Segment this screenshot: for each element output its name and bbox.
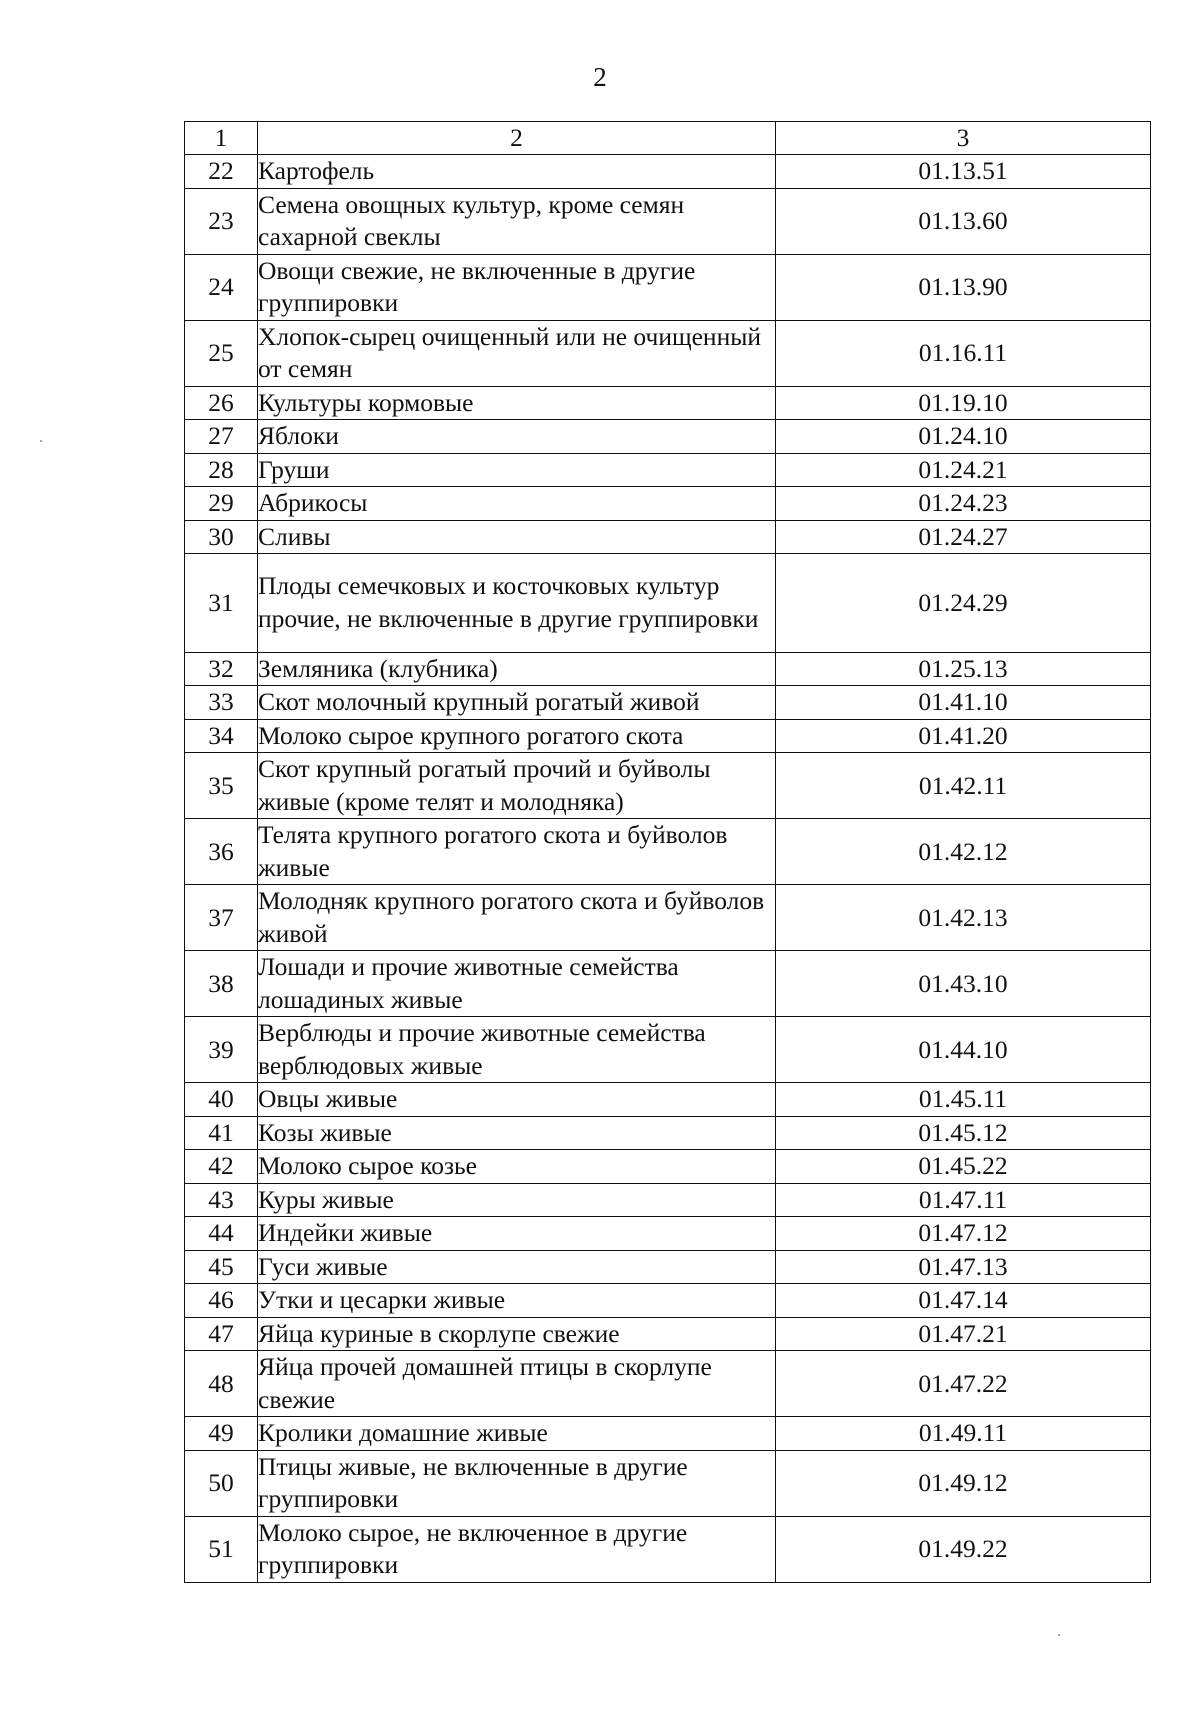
- product-name-cell: Верблюды и прочие животные семейства верблюдовых живые: [258, 1017, 776, 1083]
- table-row: [185, 1284, 1151, 1318]
- header-col-name: 2: [258, 122, 776, 155]
- product-name-cell: Куры живые: [258, 1183, 776, 1217]
- table-row: [185, 719, 1151, 753]
- okpd-code-cell: 01.19.10: [776, 386, 1151, 420]
- table-row: [185, 1017, 1151, 1083]
- table-row: [185, 1351, 1151, 1417]
- table-row: [185, 951, 1151, 1017]
- okpd-code-cell: 01.45.12: [776, 1116, 1151, 1150]
- okpd-code-cell: 01.16.11: [776, 320, 1151, 386]
- product-name-cell: Кролики домашние живые: [258, 1417, 776, 1451]
- okpd-code-cell: 01.47.22: [776, 1351, 1151, 1417]
- okpd-code-cell: 01.42.11: [776, 753, 1151, 819]
- table-row: [185, 188, 1151, 254]
- table-row: [185, 1250, 1151, 1284]
- table-row: [185, 1450, 1151, 1516]
- product-name-cell: Телята крупного рогатого скота и буйволов живые: [258, 819, 776, 885]
- product-name-cell: Хлопок-сырец очищенный или не очищенный от семян: [258, 320, 776, 386]
- row-number-cell: 38: [185, 951, 258, 1017]
- product-name-cell: Плоды семечковых и косточковых культур прочие, не включенные в другие группировки: [258, 554, 776, 653]
- product-name-cell: Яблоки: [258, 420, 776, 454]
- row-number-cell: 26: [185, 386, 258, 420]
- product-name-cell: Яйца прочей домашней птицы в скорлупе свежие: [258, 1351, 776, 1417]
- table-row: [185, 885, 1151, 951]
- table-row: [185, 320, 1151, 386]
- row-number-cell: 27: [185, 420, 258, 454]
- row-number-cell: 49: [185, 1417, 258, 1451]
- row-number-cell: 45: [185, 1250, 258, 1284]
- table-row: [185, 420, 1151, 454]
- okpd-code-cell: 01.24.27: [776, 520, 1151, 554]
- table-body: [185, 155, 1151, 1583]
- row-number-cell: 28: [185, 453, 258, 487]
- header-col-number: 1: [185, 122, 258, 155]
- table-row: [185, 453, 1151, 487]
- table-row: [185, 1217, 1151, 1251]
- table-row: [185, 554, 1151, 653]
- row-number-cell: 48: [185, 1351, 258, 1417]
- row-number-cell: 51: [185, 1516, 258, 1582]
- okpd-code-cell: 01.13.51: [776, 155, 1151, 189]
- okpd-code-cell: 01.24.10: [776, 420, 1151, 454]
- product-name-cell: Молоко сырое козье: [258, 1150, 776, 1184]
- table-row: [185, 386, 1151, 420]
- okpd-code-cell: 01.45.22: [776, 1150, 1151, 1184]
- product-name-cell: Земляника (клубника): [258, 652, 776, 686]
- product-name-cell: Груши: [258, 453, 776, 487]
- product-name-cell: Семена овощных культур, кроме семян сахарной свеклы: [258, 188, 776, 254]
- table-row: [185, 1116, 1151, 1150]
- row-number-cell: 25: [185, 320, 258, 386]
- row-number-cell: 40: [185, 1083, 258, 1117]
- product-name-cell: Лошади и прочие животные семейства лошадиных живые: [258, 951, 776, 1017]
- product-name-cell: Молоко сырое, не включенное в другие группировки: [258, 1516, 776, 1582]
- product-name-cell: Птицы живые, не включенные в другие группировки: [258, 1450, 776, 1516]
- table-row: [185, 753, 1151, 819]
- okpd-code-cell: 01.47.12: [776, 1217, 1151, 1251]
- product-name-cell: Козы живые: [258, 1116, 776, 1150]
- okpd-code-cell: 01.24.21: [776, 453, 1151, 487]
- product-name-cell: Скот крупный рогатый прочий и буйволы живые (кроме телят и молодняка): [258, 753, 776, 819]
- row-number-cell: 46: [185, 1284, 258, 1318]
- okpd-code-cell: 01.47.21: [776, 1317, 1151, 1351]
- table-row: [185, 819, 1151, 885]
- okpd-code-cell: 01.45.11: [776, 1083, 1151, 1117]
- product-name-cell: Картофель: [258, 155, 776, 189]
- okpd-code-cell: 01.25.13: [776, 652, 1151, 686]
- product-name-cell: Сливы: [258, 520, 776, 554]
- product-name-cell: Овцы живые: [258, 1083, 776, 1117]
- product-name-cell: Абрикосы: [258, 487, 776, 521]
- row-number-cell: 50: [185, 1450, 258, 1516]
- table-row: [185, 1317, 1151, 1351]
- row-number-cell: 44: [185, 1217, 258, 1251]
- product-name-cell: Утки и цесарки живые: [258, 1284, 776, 1318]
- okpd-code-cell: 01.44.10: [776, 1017, 1151, 1083]
- table-row: [185, 520, 1151, 554]
- okpd-code-cell: 01.13.60: [776, 188, 1151, 254]
- product-name-cell: Молодняк крупного рогатого скота и буйволов живой: [258, 885, 776, 951]
- classification-table: [184, 121, 1151, 1583]
- table-row: [185, 1516, 1151, 1582]
- okpd-code-cell: 01.47.11: [776, 1183, 1151, 1217]
- row-number-cell: 43: [185, 1183, 258, 1217]
- okpd-code-cell: 01.24.23: [776, 487, 1151, 521]
- okpd-code-cell: 01.42.13: [776, 885, 1151, 951]
- okpd-code-cell: 01.24.29: [776, 554, 1151, 653]
- row-number-cell: 35: [185, 753, 258, 819]
- table-row: [185, 1417, 1151, 1451]
- okpd-code-cell: 01.41.10: [776, 686, 1151, 720]
- scan-speck: [1058, 1634, 1060, 1636]
- okpd-code-cell: 01.47.13: [776, 1250, 1151, 1284]
- row-number-cell: 32: [185, 652, 258, 686]
- table-row: [185, 652, 1151, 686]
- table-row: [185, 1183, 1151, 1217]
- page-number: 2: [593, 62, 607, 92]
- row-number-cell: 23: [185, 188, 258, 254]
- table-header-row: [185, 122, 1151, 155]
- row-number-cell: 41: [185, 1116, 258, 1150]
- header-col-code: 3: [776, 122, 1151, 155]
- okpd-code-cell: 01.49.22: [776, 1516, 1151, 1582]
- okpd-code-cell: 01.13.90: [776, 254, 1151, 320]
- product-name-cell: Овощи свежие, не включенные в другие группировки: [258, 254, 776, 320]
- product-name-cell: Молоко сырое крупного рогатого скота: [258, 719, 776, 753]
- row-number-cell: 36: [185, 819, 258, 885]
- product-name-cell: Индейки живые: [258, 1217, 776, 1251]
- product-name-cell: Культуры кормовые: [258, 386, 776, 420]
- scan-speck: [40, 440, 42, 442]
- product-name-cell: Скот молочный крупный рогатый живой: [258, 686, 776, 720]
- table-row: [185, 1150, 1151, 1184]
- table-row: [185, 487, 1151, 521]
- row-number-cell: 30: [185, 520, 258, 554]
- table-row: [185, 155, 1151, 189]
- okpd-code-cell: 01.49.12: [776, 1450, 1151, 1516]
- okpd-code-cell: 01.47.14: [776, 1284, 1151, 1318]
- row-number-cell: 47: [185, 1317, 258, 1351]
- row-number-cell: 22: [185, 155, 258, 189]
- row-number-cell: 39: [185, 1017, 258, 1083]
- row-number-cell: 31: [185, 554, 258, 653]
- product-name-cell: Яйца куриные в скорлупе свежие: [258, 1317, 776, 1351]
- table-row: [185, 254, 1151, 320]
- table-row: [185, 1083, 1151, 1117]
- row-number-cell: 33: [185, 686, 258, 720]
- row-number-cell: 24: [185, 254, 258, 320]
- table-row: [185, 686, 1151, 720]
- row-number-cell: 29: [185, 487, 258, 521]
- okpd-code-cell: 01.41.20: [776, 719, 1151, 753]
- row-number-cell: 37: [185, 885, 258, 951]
- product-name-cell: Гуси живые: [258, 1250, 776, 1284]
- row-number-cell: 42: [185, 1150, 258, 1184]
- okpd-code-cell: 01.43.10: [776, 951, 1151, 1017]
- okpd-code-cell: 01.42.12: [776, 819, 1151, 885]
- okpd-code-cell: 01.49.11: [776, 1417, 1151, 1451]
- row-number-cell: 34: [185, 719, 258, 753]
